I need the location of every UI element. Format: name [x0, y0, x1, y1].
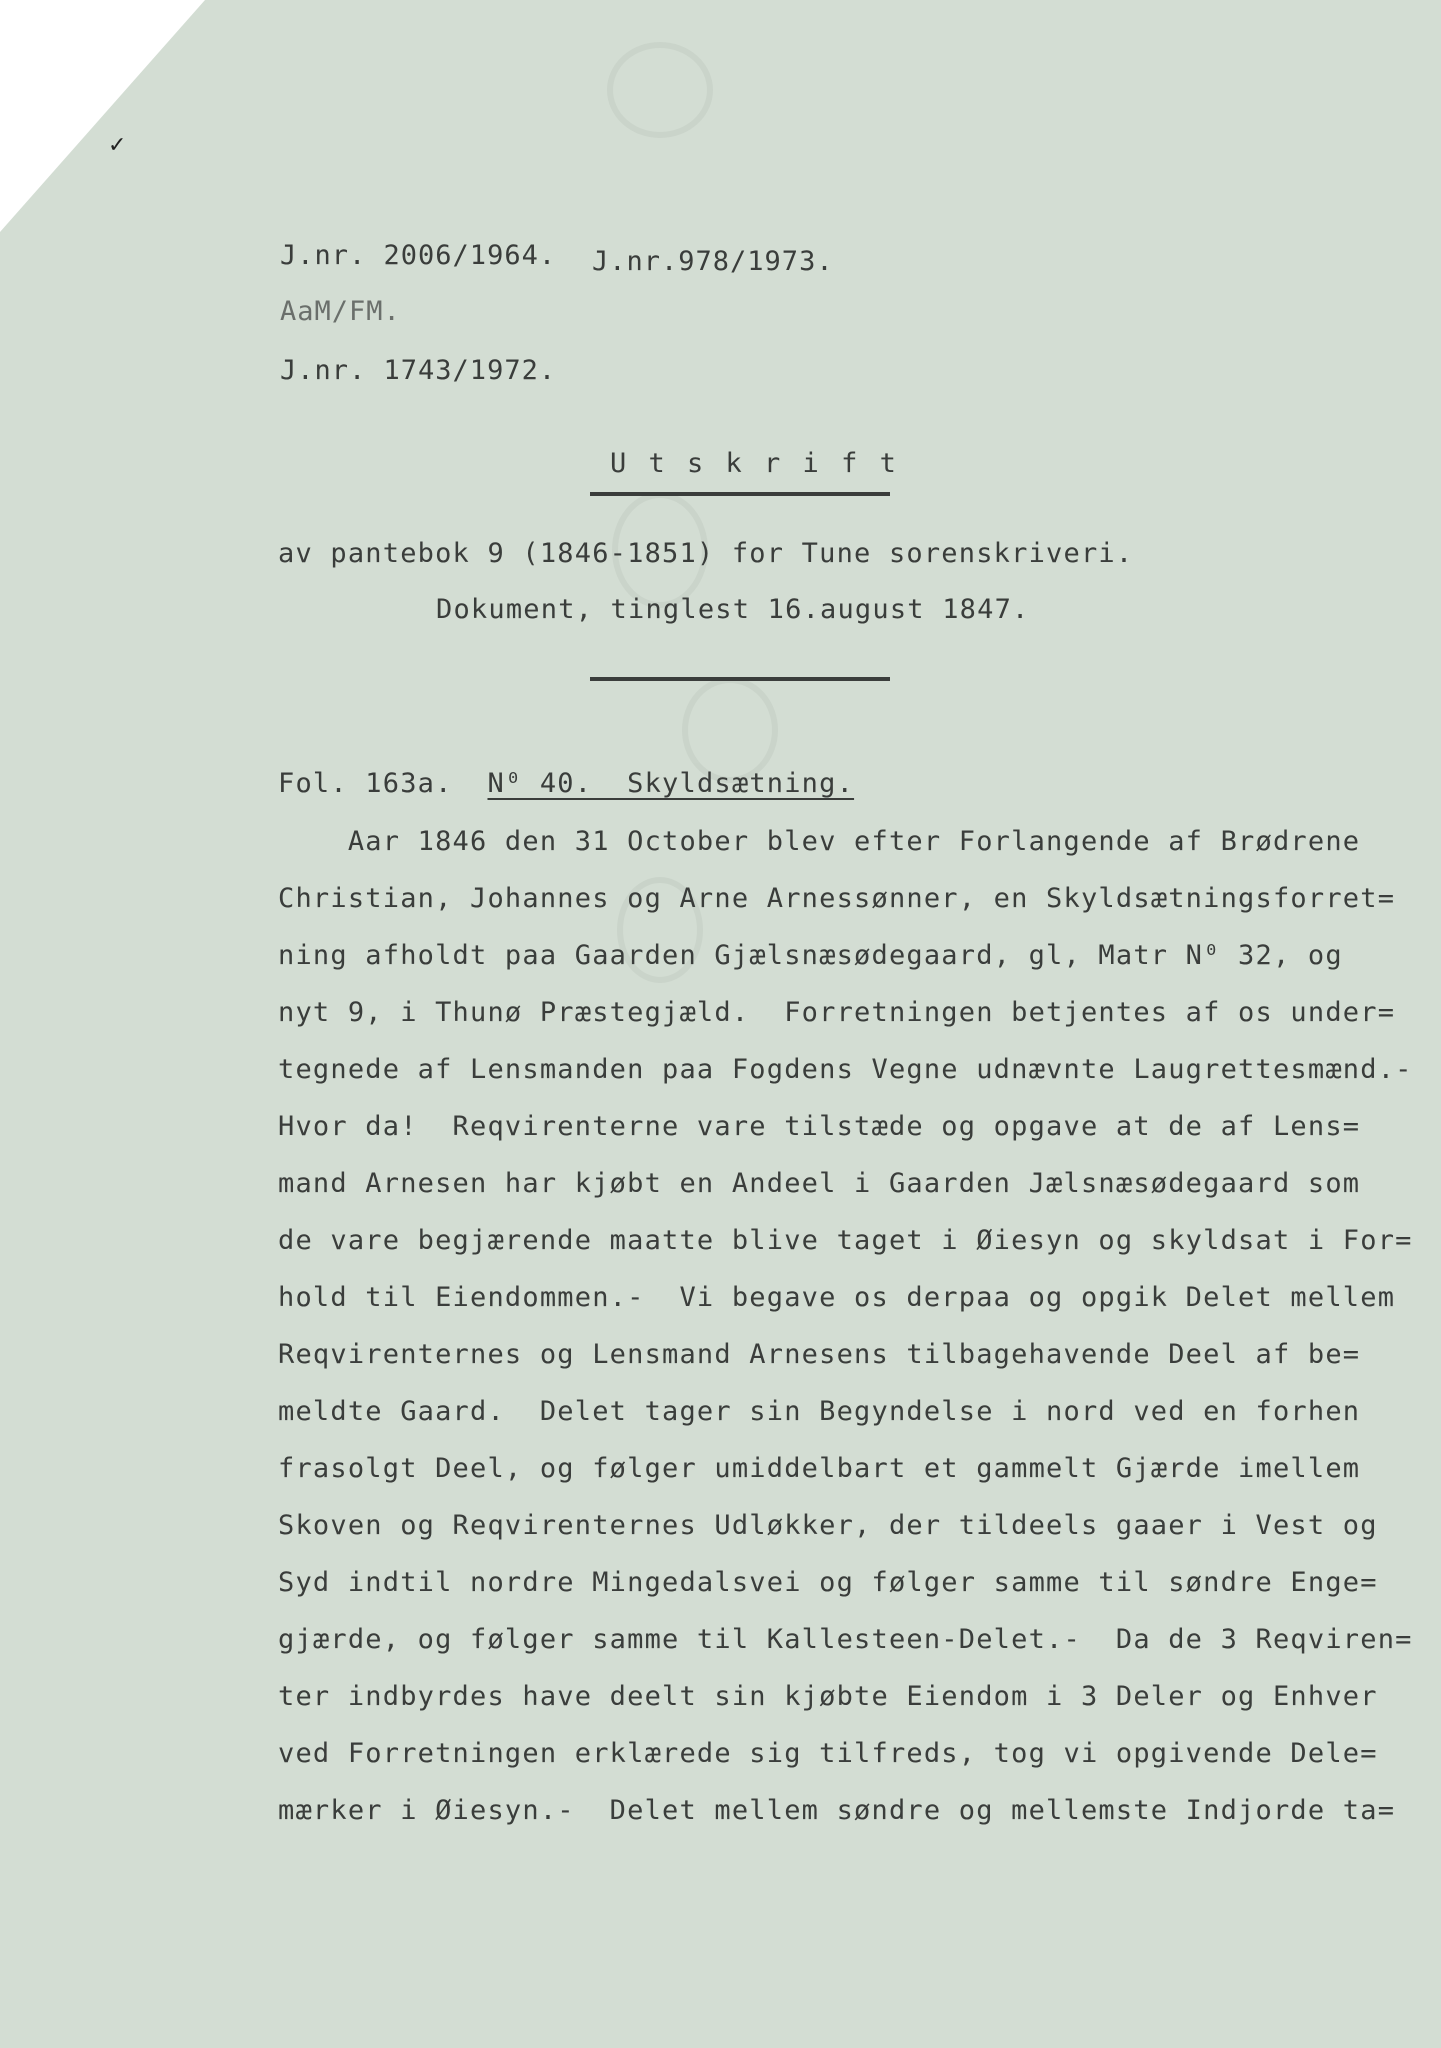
body-line: Syd indtil nordre Mingedalsvei og følger samme til søndre Enge= [278, 1567, 1378, 1598]
body-line: Hvor da! Reqvirenterne vare tilstæde og opgave at de af Lens= [278, 1111, 1361, 1142]
initials: AaM/FM. [280, 296, 401, 327]
body-line: ter indbyrdes have deelt sin kjøbte Eiendom i 3 Deler og Enhver [278, 1681, 1378, 1712]
subtitle-pantebok: av pantebok 9 (1846-1851) for Tune sorenskriveri. [278, 538, 1134, 569]
section-divider [590, 677, 890, 681]
body-line: Skoven og Reqvirenternes Udløkker, der tildeels gaaer i Vest og [278, 1510, 1378, 1541]
body-line: hold til Eiendommen.- Vi begave os derpaa og opgik Delet mellem [278, 1282, 1396, 1313]
body-line: Reqvirenternes og Lensmand Arnesens tilbagehavende Deel af be= [278, 1339, 1361, 1370]
body-line: ning afholdt paa Gaarden Gjælsnæsødegaard, gl, Matr N⁰ 32, og [278, 940, 1343, 971]
body-line: frasolgt Deel, og følger umiddelbart et gammelt Gjærde imellem [278, 1453, 1361, 1484]
journal-number-3: J.nr. 1743/1972. [280, 355, 557, 386]
body-line: meldte Gaard. Delet tager sin Begyndelse i nord ved en forhen [278, 1396, 1361, 1427]
body-line: de vare begjærende maatte blive taget i Øiesyn og skyldsat i For= [278, 1225, 1413, 1256]
journal-number-1: J.nr. 2006/1964. [280, 240, 557, 271]
body-line: gjærde, og følger samme til Kallesteen-Delet.- Da de 3 Reqviren= [278, 1624, 1413, 1655]
body-line: ved Forretningen erklærede sig tilfreds, tog vi opgivende Dele= [278, 1738, 1378, 1769]
body-line: mand Arnesen har kjøbt en Andeel i Gaarden Jælsnæsødegaard som [278, 1168, 1361, 1199]
folio-reference: Fol. 163a. [278, 768, 453, 799]
title-underline [590, 492, 890, 496]
body-line: tegnede af Lensmanden paa Fogdens Vegne udnævnte Laugrettesmænd.- [278, 1054, 1413, 1085]
body-line: nyt 9, i Thunø Præstegjæld. Forretningen betjentes af os under= [278, 997, 1396, 1028]
folio-line [278, 768, 854, 799]
body-line: Christian, Johannes og Arne Arnessønner, en Skyldsætningsforret= [278, 883, 1396, 914]
body-line: Aar 1846 den 31 October blev efter Forlangende af Brødrene [278, 826, 1361, 857]
body-line: mærker i Øiesyn.- Delet mellem søndre og mellemste Indjorde ta= [278, 1795, 1396, 1826]
document-number-heading: N⁰ 40. Skyldsætning. [487, 768, 855, 799]
corner-tick-mark: ✓ [108, 133, 127, 158]
subtitle-dokument: Dokument, tinglest 16.august 1847. [436, 594, 1030, 625]
page-title: U t s k r i f t [610, 448, 899, 479]
journal-number-2: J.nr.978/1973. [592, 246, 834, 277]
